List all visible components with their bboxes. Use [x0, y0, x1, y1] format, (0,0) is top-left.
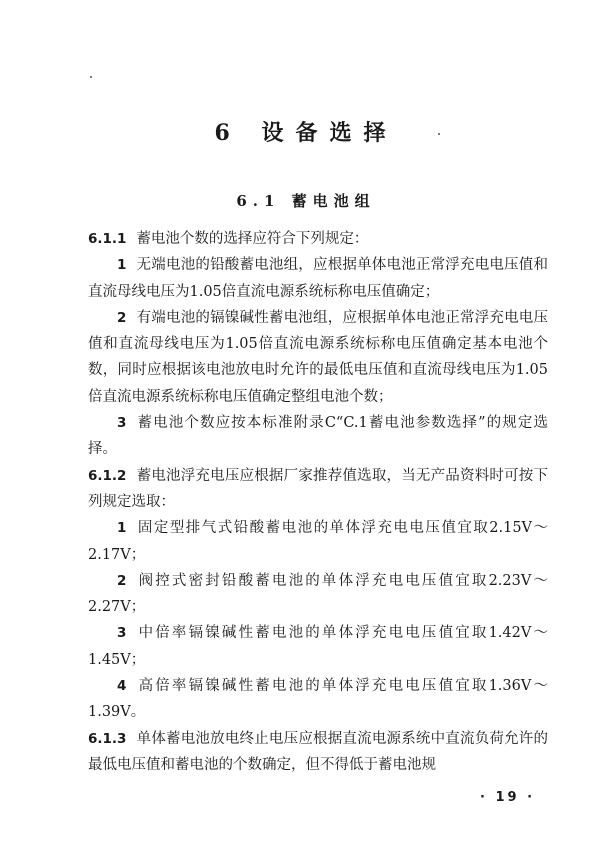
- item-number: 3: [117, 625, 127, 642]
- clause-number: 6.1.2: [88, 467, 127, 484]
- scan-speck: [90, 76, 92, 78]
- chapter-title: 6 设备选择: [214, 120, 398, 146]
- clause-item: [88, 252, 548, 305]
- item-number: 3: [117, 415, 127, 432]
- item-text: 中倍率镉镍碱性蓄电池的单体浮充电电压值宜取1.42V～1.45V；: [88, 625, 548, 668]
- clause-number: 6.1.3: [88, 730, 127, 747]
- section-title: 6.1 蓄电池组: [236, 192, 376, 210]
- clause-item: [88, 568, 548, 621]
- item-number: 2: [117, 572, 127, 589]
- clause-6-1-2: [88, 463, 548, 516]
- clause-text: 单体蓄电池放电终止电压应根据直流电源系统中直流负荷允许的最低电压值和蓄电池的个数确定，但不得低于蓄电池规: [88, 730, 548, 773]
- clause-item: [88, 515, 548, 568]
- clause-6-1-3: [88, 726, 548, 779]
- item-number: 4: [117, 678, 127, 695]
- item-text: 蓄电池个数应按本标准附录C“C.1蓄电池参数选择”的规定选择。: [88, 415, 548, 458]
- item-text: 高倍率镉镍碱性蓄电池的单体浮充电电压值宜取1.36V～1.39V。: [88, 678, 548, 721]
- item-number: 1: [117, 520, 127, 537]
- item-number: 2: [117, 309, 127, 326]
- item-text: 无端电池的铅酸蓄电池组，应根据单体电池正常浮充电电压值和直流母线电压为1.05倍直流电源系统标称电压值确定；: [88, 257, 548, 300]
- clause-item: [88, 620, 548, 673]
- item-text: 有端电池的镉镍碱性蓄电池组，应根据单体电池正常浮充电电压值和直流母线电压为1.05倍直流电源系统标称电压值确定基本电池个数，同时应根据该电池放电时允许的最低电压值和直流母线电压为1.05倍直流电源系统标称电压值确定整组电池个数；: [88, 309, 548, 405]
- item-number: 1: [117, 257, 127, 274]
- clause-item: [88, 673, 548, 726]
- item-text: 固定型排气式铅酸蓄电池的单体浮充电电压值宜取2.15V～2.17V；: [88, 520, 548, 563]
- clause-item: [88, 305, 548, 410]
- clause-6-1-1: [88, 226, 548, 252]
- item-text: 阀控式密封铅酸蓄电池的单体浮充电电压值宜取2.23V～2.27V；: [88, 572, 548, 616]
- clause-item: [88, 410, 548, 463]
- page-number: · 19 ·: [480, 790, 536, 805]
- clause-text: 蓄电池个数的选择应符合下列规定：: [136, 231, 369, 247]
- clause-number: 6.1.1: [88, 231, 127, 247]
- clause-text: 蓄电池浮充电压应根据厂家推荐值选取，当无产品资料时可按下列规定选取：: [88, 467, 548, 510]
- body-text: [88, 226, 548, 778]
